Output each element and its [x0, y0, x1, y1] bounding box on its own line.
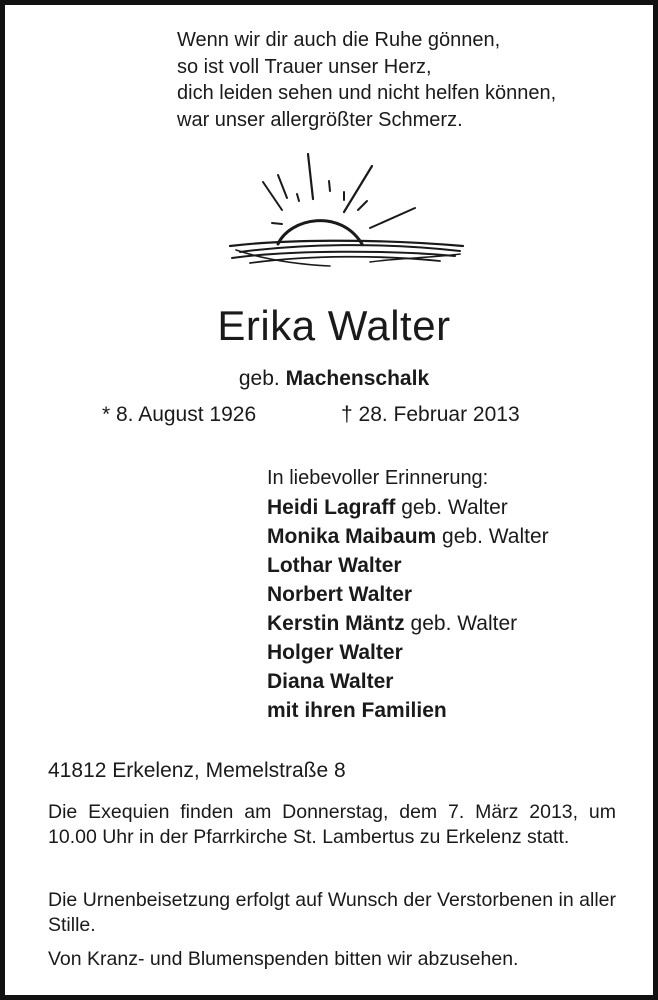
poem — [177, 27, 556, 133]
death-date: † 28. Februar 2013 — [341, 403, 520, 426]
urn-burial-paragraph: Die Urnenbeisetzung erfolgt auf Wunsch der Verstorbenen in aller Stille. — [48, 889, 616, 936]
deceased-name: Erika Walter — [217, 302, 451, 349]
maiden-name: Machenschalk — [285, 367, 430, 390]
mourner-name: Kerstin Mäntz — [267, 612, 405, 635]
mourner-row — [267, 667, 549, 696]
birth-date: * 8. August 1926 — [102, 403, 257, 426]
mourners-list — [267, 464, 549, 725]
mourner-name: Heidi Lagraff — [267, 496, 396, 519]
mourner-name: Holger Walter — [267, 641, 403, 664]
mourner-suffix: geb. Walter — [442, 525, 549, 548]
flowers-request-paragraph: Von Kranz- und Blumenspenden bitten wir abzusehen. — [48, 948, 519, 970]
mourner-row — [267, 609, 549, 638]
mourner-row — [267, 638, 549, 667]
mourner-row — [267, 696, 549, 725]
poem-line: Wenn wir dir auch die Ruhe gönnen, — [177, 29, 501, 51]
maiden-name-line — [5, 365, 658, 393]
mourner-suffix: geb. Walter — [401, 496, 508, 519]
mourner-name: Monika Maibaum — [267, 525, 437, 548]
maiden-prefix: geb. — [238, 367, 280, 390]
mourner-row — [267, 493, 549, 522]
mourner-row — [267, 551, 549, 580]
mourner-suffix: geb. Walter — [410, 612, 518, 635]
sunset-icon — [220, 150, 470, 290]
funeral-mass-paragraph: Die Exequien finden am Donnerstag, dem 7. März 2013, um 10.00 Uhr in der Pfarrkirche St. Lambertus zu Erkelenz statt. — [48, 801, 616, 848]
poem-line: war unser allergrößter Schmerz. — [177, 108, 463, 131]
poem-line: so ist voll Trauer unser Herz, — [177, 55, 432, 78]
mourner-name: Diana Walter — [267, 670, 394, 693]
mourners-intro: In liebevoller Erinnerung: — [267, 467, 489, 489]
mourner-row — [267, 580, 549, 609]
poem-line: dich leiden sehen und nicht helfen können, — [177, 82, 557, 104]
family-address: 41812 Erkelenz, Memelstraße 8 — [48, 759, 346, 782]
mourner-name: mit ihren Familien — [267, 699, 447, 722]
mourner-row — [267, 522, 549, 551]
mourner-name: Lothar Walter — [267, 554, 402, 577]
mourner-name: Norbert Walter — [267, 583, 413, 606]
